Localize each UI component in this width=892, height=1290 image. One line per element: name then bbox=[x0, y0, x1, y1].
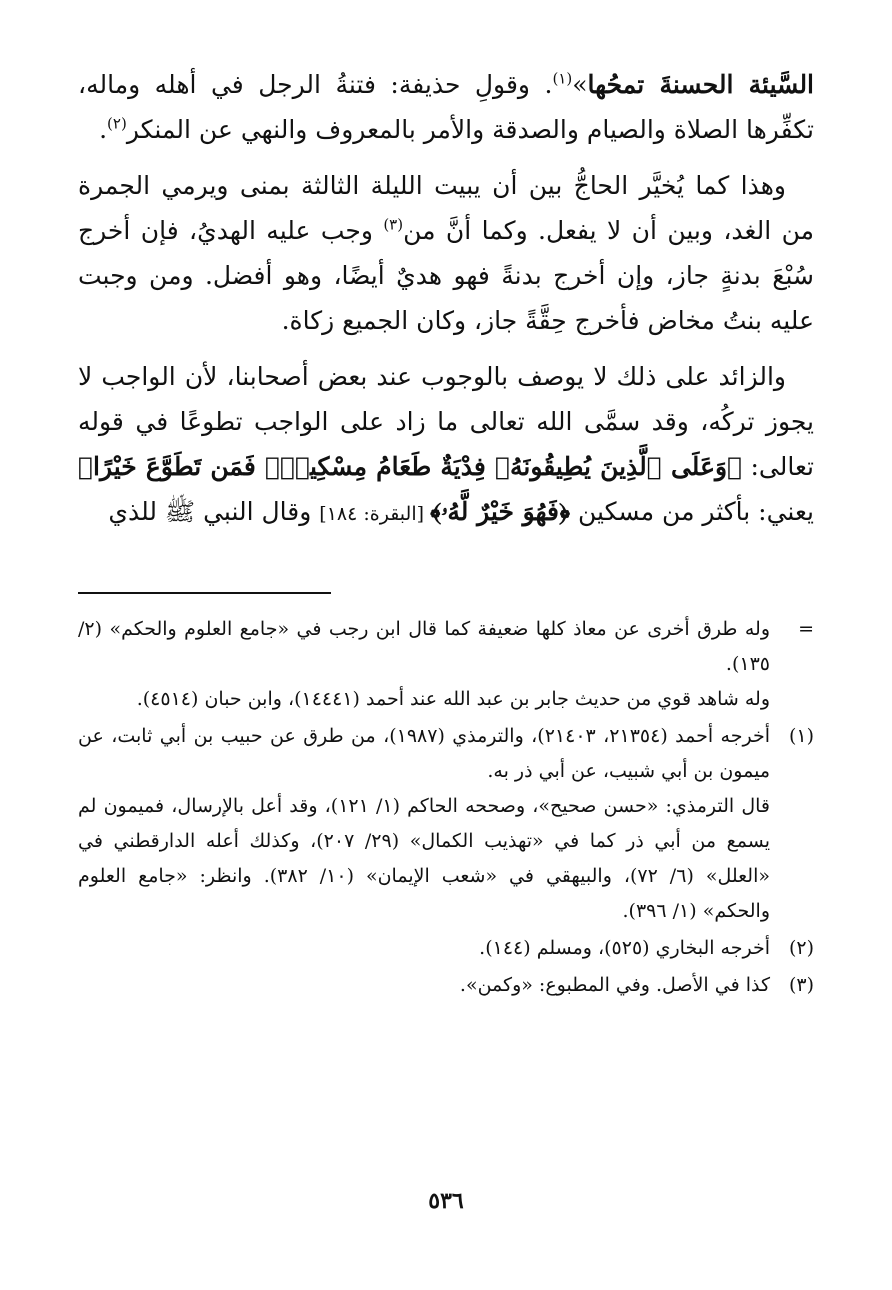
continuation-marker: = bbox=[798, 618, 814, 640]
footnote-continuation bbox=[78, 612, 814, 717]
footnote-separator-wrap bbox=[78, 548, 814, 612]
footnote-2 bbox=[78, 931, 814, 966]
paragraph-2-text-b: وجب عليه الهديُ، فإن أخرج سُبْعَ بدنةٍ جاز، وإن أخرج بدنةً فهو هديٌ أيضًا، وهو أفضل. ومن وجبت عليه بنتُ مخاض فأخرج حِقَّةً جاز، وكان الجميع زكاة. bbox=[78, 216, 814, 335]
footnote-1-text-2: قال الترمذي: «حسن صحيح»، وصححه الحاكم (١/ ١٢١)، وقد أعل بالإرسال، فميمون لم يسمع من أبي ذر كما في «تهذيب الكمال» (٢٩/ ٢٠٧)، وكذلك أعله الدارقطني في «العلل» (٦/ ٧٢)، والبيهقي في «شعب الإيمان» (١٠/ ٣٨٢). وانظر: «جامع العلوم والحكم» (١/ ٣٩٦). bbox=[78, 795, 770, 922]
paragraph-3 bbox=[78, 354, 814, 537]
footnote-continuation-body bbox=[78, 612, 770, 717]
page-content bbox=[78, 62, 814, 1005]
continuation-text-1: وله طرق أخرى عن معاذ كلها ضعيفة كما قال ابن رجب في «جامع العلوم والحكم» (٢/ ١٣٥). bbox=[78, 618, 770, 675]
footnote-3 bbox=[78, 968, 814, 1003]
quran-verse-1: ﴿وَعَلَى ٱلَّذِينَ يُطِيقُونَهُۥ فِدْيَةٌ طَعَامُ مِسْكِينٍۖ فَمَن تَطَوَّعَ خَيْرًا﴾ bbox=[78, 452, 743, 481]
footnote-1-body bbox=[78, 719, 770, 929]
page-number: ٥٣٦ bbox=[428, 1188, 464, 1214]
paragraph-2 bbox=[78, 163, 814, 343]
footnote-1-text-1: أخرجه أحمد (٢١٣٥٤، ٢١٤٠٣)، والترمذي (١٩٨٧)، من طرق عن حبيب بن أبي ثابت، عن ميمون بن أبي شبيب، عن أبي ذر به. bbox=[78, 725, 770, 782]
continuation-text-2: وله شاهد قوي من حديث جابر بن عبد الله عند أحمد (١٤٤٤١)، وابن حبان (٤٥١٤). bbox=[136, 688, 770, 710]
paragraph-3-text-c: وقال النبي ﷺ للذي bbox=[108, 497, 320, 526]
footnote-1-marker: (١) bbox=[788, 725, 814, 747]
footnote-separator bbox=[78, 592, 331, 594]
paragraph-3-text-a: والزائد على ذلك لا يوصف بالوجوب عند بعض أصحابنا، لأن الواجب لا يجوز تركُه، وقد سمَّى الله تعالى ما زاد على الواجب تطوعًا في قوله تعالى: bbox=[78, 362, 814, 481]
paragraph-1-text: . وقولِ حذيفة: فتنةُ الرجل في أهله وماله، تكفِّرها الصلاة والصيام والصدقة والأمر بالمعروف والنهي عن المنكر bbox=[78, 70, 814, 144]
footnote-1 bbox=[78, 719, 814, 929]
footnotes bbox=[78, 612, 814, 1003]
footnote-3-text: كذا في الأصل. وفي المطبوع: «وكمن». bbox=[459, 974, 770, 996]
footnote-2-body bbox=[78, 931, 770, 966]
footnote-3-body bbox=[78, 968, 770, 1003]
footnote-2-text: أخرجه البخاري (٥٢٥)، ومسلم (١٤٤). bbox=[479, 937, 770, 959]
footnote-2-marker: (٢) bbox=[788, 937, 814, 959]
footnote-ref-3[interactable]: (٣) bbox=[383, 215, 404, 234]
paragraph-1 bbox=[78, 62, 814, 152]
paragraph-1-end: . bbox=[99, 115, 108, 144]
footnote-ref-2[interactable]: (٢) bbox=[107, 114, 127, 133]
footnote-3-marker: (٣) bbox=[788, 974, 814, 996]
paragraph-3-text-b: يعني: بأكثر من مسكين bbox=[570, 497, 814, 526]
quote-close: » bbox=[572, 70, 588, 99]
footnote-ref-1[interactable]: (١) bbox=[552, 69, 573, 88]
surah-reference: [البقرة: ١٨٤] bbox=[319, 503, 431, 525]
quran-verse-2: ﴿فَهُوَ خَيْرٌ لَّهُۥ﴾ bbox=[430, 497, 571, 526]
paragraph-2-text-a: وهذا كما يُخيَّر الحاجُّ بين أن يبيت الليلة الثالثة بمنى ويرمي الجمرة من الغد، وبين أن لا يفعل. وكما أنَّ من bbox=[78, 171, 814, 245]
main-text bbox=[78, 62, 814, 537]
bold-quote: السَّيئة الحسنةَ تمحُها bbox=[587, 70, 815, 99]
